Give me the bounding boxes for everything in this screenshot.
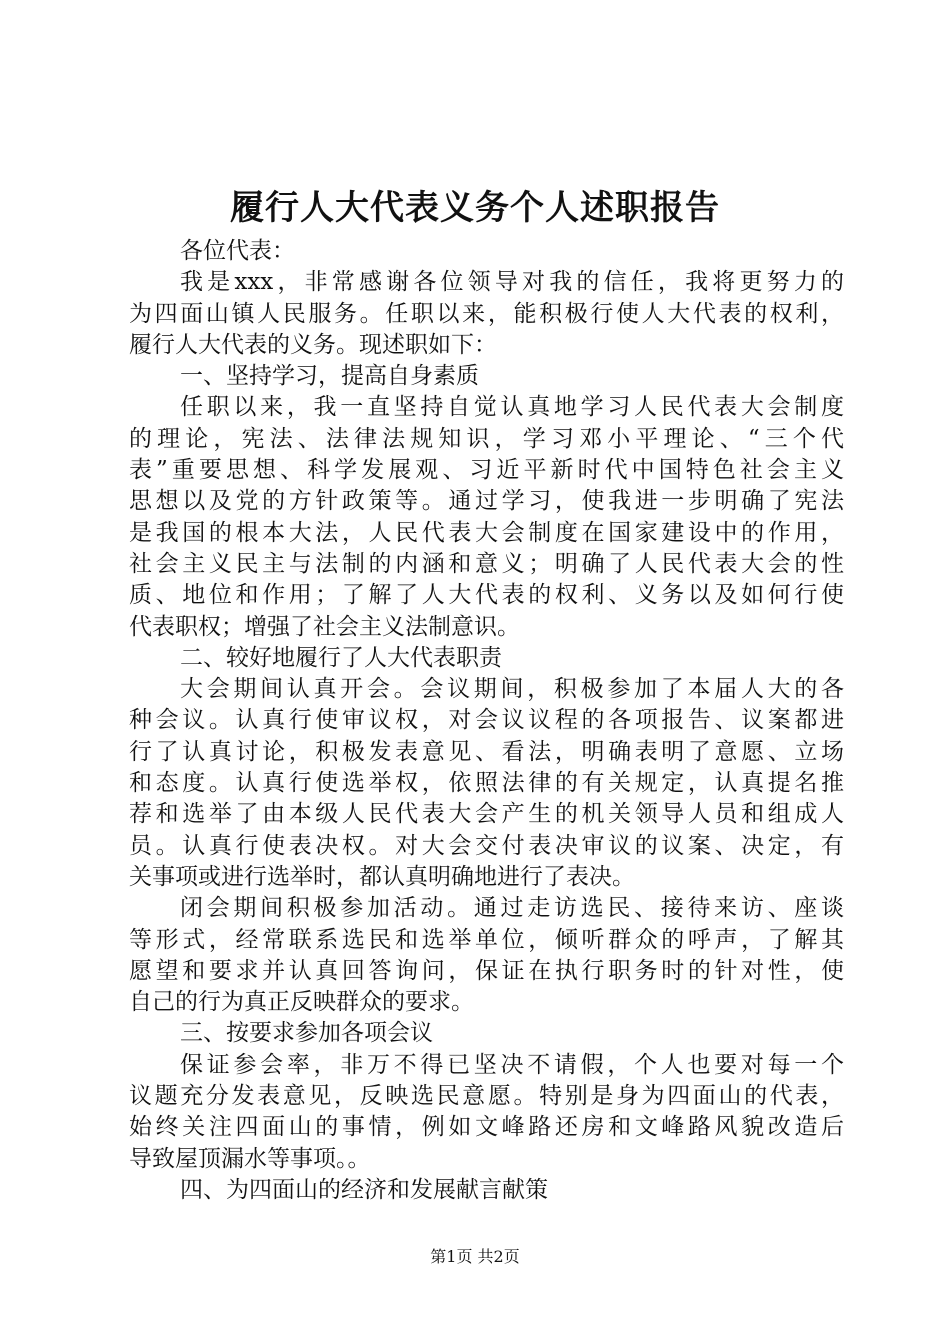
text-line: 履行人大代表的义务。现述职如下： [129, 331, 497, 358]
text-line: 保证参会率，非万不得已坚决不请假，个人也要对每一个 [180, 1051, 844, 1078]
document-body [129, 236, 844, 1206]
text-line: 议题充分发表意见，反映选民意愿。特别是身为四面山的代表， [129, 1083, 844, 1110]
text-line: 的理论，宪法、法律法规知识，学习邓小平理论、“三个代 [129, 425, 844, 452]
text-line: 等形式，经常联系选民和选举单位，倾听群众的呼声，了解其 [129, 926, 844, 953]
section-heading: 四、为四面山的经济和发展献言献策 [180, 1176, 548, 1203]
text-line: 关事项或进行选举时，都认真明确地进行了表决。 [129, 863, 635, 890]
section-heading: 三、按要求参加各项会议 [180, 1020, 433, 1047]
text-line: 员。认真行使表决权。对大会交付表决审议的议案、决定，有 [129, 832, 844, 859]
text-line: 思想以及党的方针政策等。通过学习，使我进一步明确了宪法 [129, 488, 844, 515]
text-line: 导致屋顶漏水等事项。。 [129, 1145, 371, 1172]
section-heading: 一、坚持学习，提高自身素质 [180, 363, 479, 390]
text-line: 各位代表： [180, 238, 295, 264]
text-line: 社会主义民主与法制的内涵和意义；明确了人民代表大会的性 [129, 550, 844, 577]
text-line: 种会议。认真行使审议权，对会议议程的各项报告、议案都进 [129, 707, 844, 734]
text-line: 表”重要思想、科学发展观、习近平新时代中国特色社会主义 [129, 457, 844, 484]
text-line: 代表职权；增强了社会主义法制意识。 [129, 613, 520, 640]
text-line: 我是xxx，非常感谢各位领导对我的信任，我将更努力的 [180, 269, 844, 296]
text-line: 闭会期间积极参加活动。通过走访选民、接待来访、座谈 [180, 895, 844, 922]
text-line: 大会期间认真开会。会议期间，积极参加了本届人大的各 [180, 676, 844, 703]
document-title: 履行人大代表义务个人述职报告 [230, 188, 720, 228]
text-line: 荐和选举了由本级人民代表大会产生的机关领导人员和组成人 [129, 801, 844, 828]
section-heading: 二、较好地履行了人大代表职责 [180, 644, 502, 671]
text-line: 行了认真讨论，积极发表意见、看法，明确表明了意愿、立场 [129, 738, 844, 765]
text-line: 自己的行为真正反映群众的要求。 [129, 989, 474, 1016]
page-indicator: 第1页 共2页 [430, 1247, 520, 1266]
text-line: 为四面山镇人民服务。任职以来，能积极行使人大代表的权利， [129, 300, 844, 327]
text-line: 愿望和要求并认真回答询问，保证在执行职务时的针对性，使 [129, 957, 844, 984]
text-line: 始终关注四面山的事情，例如文峰路还房和文峰路风貌改造后 [129, 1114, 844, 1141]
text-line: 是我国的根本大法，人民代表大会制度在国家建设中的作用， [129, 519, 844, 546]
text-line: 任职以来，我一直坚持自觉认真地学习人民代表大会制度 [180, 394, 844, 421]
text-line: 和态度。认真行使选举权，依照法律的有关规定，认真提名推 [129, 770, 844, 797]
text-line: 质、地位和作用；了解了人大代表的权利、义务以及如何行使 [129, 582, 844, 609]
